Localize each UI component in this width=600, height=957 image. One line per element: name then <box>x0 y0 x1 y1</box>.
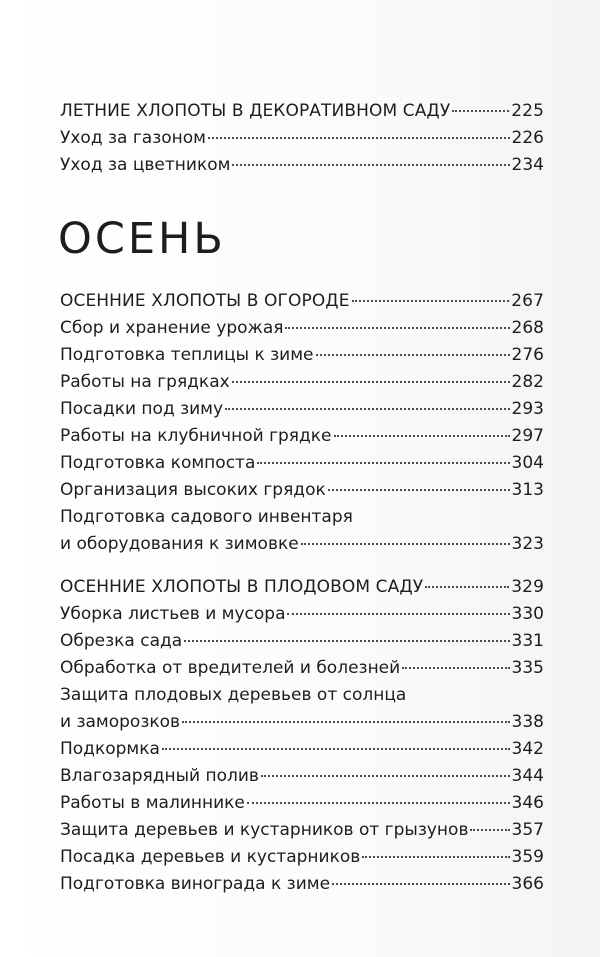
toc-entry-title: Организация высоких грядок <box>60 480 326 500</box>
toc-entry-title: Работы на грядках <box>60 372 230 392</box>
toc-page-number: 359 <box>511 847 544 867</box>
toc-page-number: 313 <box>511 480 544 500</box>
dot-leader <box>334 435 510 437</box>
toc-entry[interactable] <box>60 873 544 897</box>
dot-leader <box>184 640 509 642</box>
toc-entry[interactable] <box>60 765 544 789</box>
toc-entry-multiline[interactable] <box>60 684 544 735</box>
toc-block-summer <box>60 100 544 178</box>
dot-leader <box>162 748 510 750</box>
toc-entry[interactable] <box>60 452 544 476</box>
toc-entry-title: Посадка деревьев и кустарников <box>60 847 361 867</box>
dot-leader <box>232 381 510 383</box>
toc-entry[interactable] <box>60 425 544 449</box>
dot-leader <box>225 408 509 410</box>
toc-entry-title-line: Защита плодовых деревьев от солнца <box>60 685 407 705</box>
dot-leader <box>208 137 510 139</box>
dot-leader <box>362 856 509 858</box>
toc-entry[interactable] <box>60 398 544 422</box>
toc-entry[interactable] <box>60 127 544 151</box>
toc-page-number: 226 <box>511 128 544 148</box>
toc-page-number: 225 <box>511 101 544 121</box>
season-title: ОСЕНЬ <box>58 214 226 264</box>
toc-entry-title: Работы на клубничной грядке <box>60 426 332 446</box>
toc-entry[interactable] <box>60 154 544 178</box>
dot-leader <box>232 164 509 166</box>
toc-entry-last-line <box>60 711 544 735</box>
toc-page-number: 335 <box>511 658 544 678</box>
toc-page-number: 297 <box>511 426 544 446</box>
dot-leader <box>287 613 509 615</box>
toc-block-orchard <box>60 576 544 897</box>
toc-entry-title-line: и заморозков <box>60 712 181 732</box>
toc-page-number: 323 <box>511 534 544 554</box>
toc-heading-orchard[interactable] <box>60 576 544 600</box>
toc-page-number: 330 <box>511 604 544 624</box>
toc-entry-title-line: Подготовка садового инвентаря <box>60 507 353 527</box>
toc-entry-title: Защита деревьев и кустарников от грызунов <box>60 820 469 840</box>
dot-leader <box>425 586 509 588</box>
toc-entry[interactable] <box>60 479 544 503</box>
toc-entry[interactable] <box>60 603 544 627</box>
dot-leader <box>316 354 510 356</box>
toc-page-number: 304 <box>511 453 544 473</box>
toc-heading-vegetable-garden[interactable] <box>60 290 544 314</box>
toc-entry[interactable] <box>60 317 544 341</box>
toc-entry[interactable] <box>60 630 544 654</box>
toc-page-number: 268 <box>511 318 544 338</box>
dot-leader <box>470 829 509 831</box>
toc-entry[interactable] <box>60 846 544 870</box>
toc-entry[interactable] <box>60 819 544 843</box>
toc-entry-title: Подготовка теплицы к зиме <box>60 345 314 365</box>
toc-entry-title: Подготовка компоста <box>60 453 256 473</box>
toc-entry-title: ОСЕННИЕ ХЛОПОТЫ В ПЛОДОВОМ САДУ <box>60 577 424 597</box>
toc-entry[interactable] <box>60 371 544 395</box>
toc-page-number: 357 <box>511 820 544 840</box>
dot-leader <box>182 721 509 723</box>
toc-entry-title: Посадки под зиму <box>60 399 224 419</box>
dot-leader <box>328 489 510 491</box>
toc-entry[interactable] <box>60 344 544 368</box>
toc-block-vegetable-garden <box>60 290 544 557</box>
dot-leader <box>257 462 509 464</box>
toc-entry[interactable] <box>60 657 544 681</box>
toc-page-number: 293 <box>511 399 544 419</box>
toc-page-number: 329 <box>511 577 544 597</box>
toc-entry-title: Уход за цветником <box>60 155 231 175</box>
dot-leader <box>247 802 510 804</box>
toc-entry-title: Подкормка <box>60 739 160 759</box>
toc-page-number: 344 <box>511 766 544 786</box>
dot-leader <box>301 543 510 545</box>
toc-entry[interactable] <box>60 792 544 816</box>
toc-page-number: 267 <box>511 291 544 311</box>
toc-page-number: 342 <box>511 739 544 759</box>
toc-page-number: 346 <box>511 793 544 813</box>
toc-entry-multiline[interactable] <box>60 506 544 557</box>
toc-entry-title: Работы в малиннике <box>60 793 245 813</box>
toc-page-number: 338 <box>511 712 544 732</box>
toc-page-number: 366 <box>511 874 544 894</box>
toc-page-number: 282 <box>511 372 544 392</box>
toc-page-number: 234 <box>511 155 544 175</box>
toc-entry-title: Уборка листьев и мусора <box>60 604 286 624</box>
toc-heading-summer-decorative[interactable] <box>60 100 544 124</box>
toc-entry-title: Обрезка сада <box>60 631 183 651</box>
toc-page-number: 331 <box>511 631 544 651</box>
dot-leader <box>352 300 510 302</box>
toc-entry-title-line: и оборудования к зимовке <box>60 534 299 554</box>
toc-entry-title: Сбор и хранение урожая <box>60 318 284 338</box>
toc-entry-title: ОСЕННИЕ ХЛОПОТЫ В ОГОРОДЕ <box>60 291 350 311</box>
toc-entry-title: ЛЕТНИЕ ХЛОПОТЫ В ДЕКОРАТИВНОМ САДУ <box>60 101 451 121</box>
dot-leader <box>452 110 509 112</box>
toc-page-number: 276 <box>511 345 544 365</box>
toc-entry-title: Обработка от вредителей и болезней <box>60 658 401 678</box>
toc-entry-last-line <box>60 533 544 557</box>
toc-entry-title: Влагозарядный полив <box>60 766 259 786</box>
toc-entry-title: Уход за газоном <box>60 128 206 148</box>
toc-entry-title: Подготовка винограда к зиме <box>60 874 331 894</box>
dot-leader <box>402 667 509 669</box>
dot-leader <box>261 775 510 777</box>
dot-leader <box>285 327 509 329</box>
dot-leader <box>332 883 510 885</box>
toc-entry[interactable] <box>60 738 544 762</box>
